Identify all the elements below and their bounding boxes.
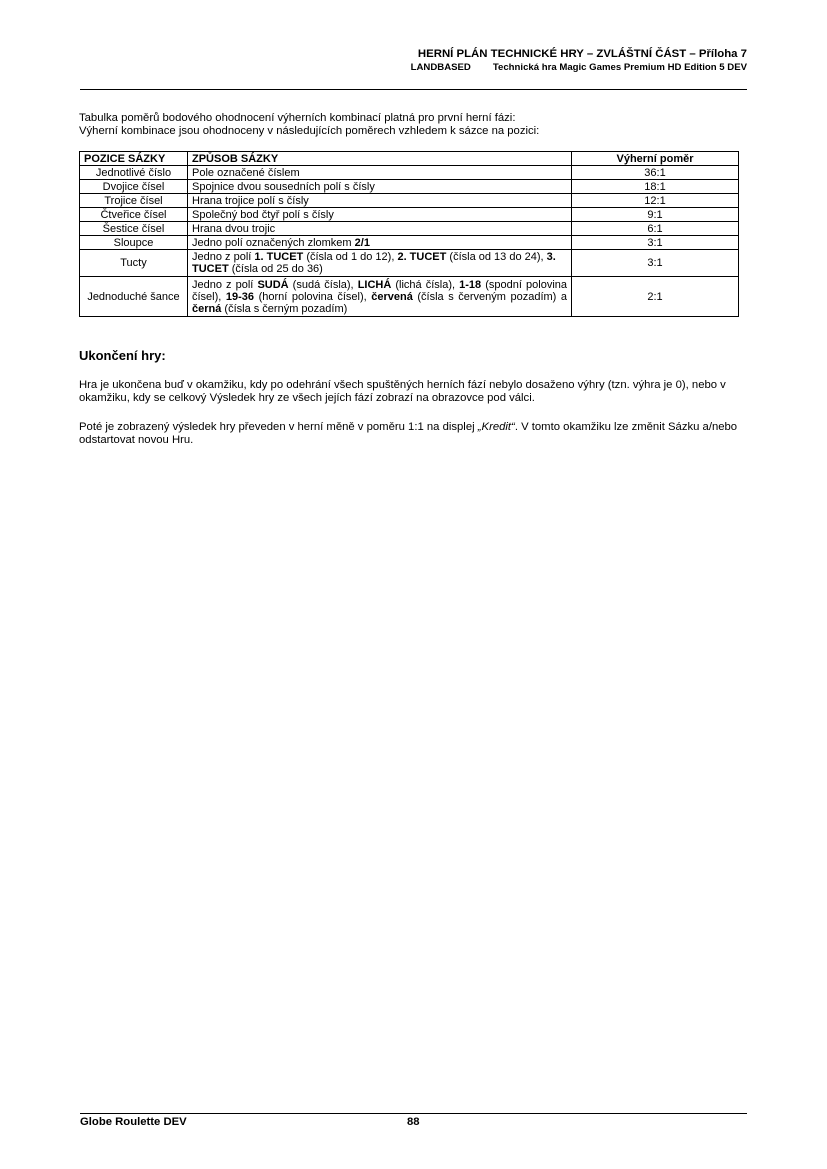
text-part: (lichá čísla), [391, 278, 460, 291]
cell-ratio: 6:1 [572, 222, 739, 236]
table-row [80, 250, 739, 277]
cell-ratio: 3:1 [572, 250, 739, 277]
page-number: 88 [407, 1116, 420, 1128]
text-part: (sudá čísla), [288, 278, 358, 291]
para2-text-b: . V tomto okamžiku lze změnit Sázku a/nebo odstartovat novou Hru. [79, 421, 738, 446]
page-header [411, 47, 747, 74]
bold-part: 2. TUCET [397, 251, 447, 263]
cell-ratio: 36:1 [572, 166, 739, 180]
text-part: (čísla od 25 do 36) [228, 263, 323, 275]
text-part: (čísla od 13 do 24), [446, 251, 547, 263]
text-part: (horní polovina čísel), [254, 290, 372, 303]
cell-ratio: 2:1 [572, 277, 739, 317]
cell-method [188, 250, 572, 277]
cell-position: Jednoduché šance [80, 277, 188, 317]
cell-method: Spojnice dvou sousedních polí s čísly [188, 180, 572, 194]
payout-table [79, 151, 739, 317]
text-part: (čísla s červeným pozadím) a [412, 290, 567, 303]
cell-method: Pole označené číslem [188, 166, 572, 180]
bold-part: červená [371, 290, 413, 303]
cell-method-bold: 2/1 [354, 236, 370, 249]
header-subtitle-right: Technická hra Magic Games Premium HD Edition 5 DEV [492, 62, 747, 73]
header-ratio: Výherní poměr [572, 152, 739, 166]
intro-line-2: Výherní kombinace jsou ohodnoceny v následujících poměrech vzhledem k sázce na pozici: [79, 125, 540, 137]
cell-method [188, 277, 572, 317]
section-paragraph-1: Hra je ukončena buď v okamžiku, kdy po odehrání všech spuštěných herních fází nebylo dosaženo výhry (tzn. výhra je 0), nebo v okamžiku, kdy se celkový Výsledek hry ze všech jejích fází zobrazí na obrazovce pod válci. [79, 379, 726, 404]
cell-ratio: 9:1 [572, 208, 739, 222]
bold-part: 1. TUCET [254, 251, 304, 263]
intro-line-1: Tabulka poměrů bodového ohodnocení výherních kombinací platná pro první herní fázi: [79, 112, 516, 124]
table-row [80, 222, 739, 236]
cell-ratio: 3:1 [572, 236, 739, 250]
bold-part: 1-18 [459, 278, 482, 291]
table-row [80, 277, 739, 317]
intro-text [79, 112, 539, 138]
cell-position: Sloupce [80, 236, 188, 250]
bold-part: 19-36 [225, 290, 255, 303]
cell-method: Společný bod čtyř polí s čísly [188, 208, 572, 222]
cell-ratio: 18:1 [572, 180, 739, 194]
text-part: (spodní polovina čísel), [192, 278, 568, 303]
header-title: HERNÍ PLÁN TECHNICKÉ HRY – ZVLÁŠTNÍ ČÁST – Příloha 7 [417, 48, 747, 60]
cell-position: Tucty [80, 250, 188, 277]
header-divider [80, 89, 747, 90]
cell-position: Šestice čísel [80, 222, 188, 236]
cell-position: Čtveřice čísel [80, 208, 188, 222]
cell-method [188, 236, 572, 250]
header-method: ZPŮSOB SÁZKY [188, 152, 572, 166]
table-row [80, 194, 739, 208]
para2-text-a: Poté je zobrazený výsledek hry převeden v herní měně v poměru 1:1 na displej [79, 421, 478, 433]
bold-part: 3. TUCET [192, 251, 556, 275]
cell-method-text: Jedno polí označených zlomkem [192, 236, 355, 249]
table-row [80, 180, 739, 194]
table-row [80, 166, 739, 180]
text-part: (čísla od 1 do 12), [303, 251, 398, 263]
table-row [80, 208, 739, 222]
bold-part: černá [192, 302, 222, 315]
section-title: Ukončení hry: [79, 348, 166, 363]
text-part: (čísla s černým pozadím) [221, 302, 348, 315]
table-header-row [80, 152, 739, 166]
bold-part: LICHÁ [357, 278, 392, 291]
header-subtitle-left: LANDBASED [410, 62, 471, 73]
cell-ratio: 12:1 [572, 194, 739, 208]
footer-title: Globe Roulette DEV [80, 1116, 187, 1128]
bold-part: SUDÁ [257, 278, 289, 291]
cell-method: Hrana dvou trojic [188, 222, 572, 236]
cell-position: Jednotlivé číslo [80, 166, 188, 180]
text-part: Jedno z polí [192, 251, 255, 263]
section-paragraph-2 [79, 421, 751, 447]
footer-divider [80, 1113, 747, 1114]
header-position: POZICE SÁZKY [80, 152, 188, 166]
cell-position: Dvojice čísel [80, 180, 188, 194]
para2-italic: „Kredit“ [477, 421, 515, 433]
table-row [80, 236, 739, 250]
cell-position: Trojice čísel [80, 194, 188, 208]
header-subtitle [411, 61, 747, 74]
text-part: Jedno z polí [192, 278, 258, 291]
cell-method: Hrana trojice polí s čísly [188, 194, 572, 208]
